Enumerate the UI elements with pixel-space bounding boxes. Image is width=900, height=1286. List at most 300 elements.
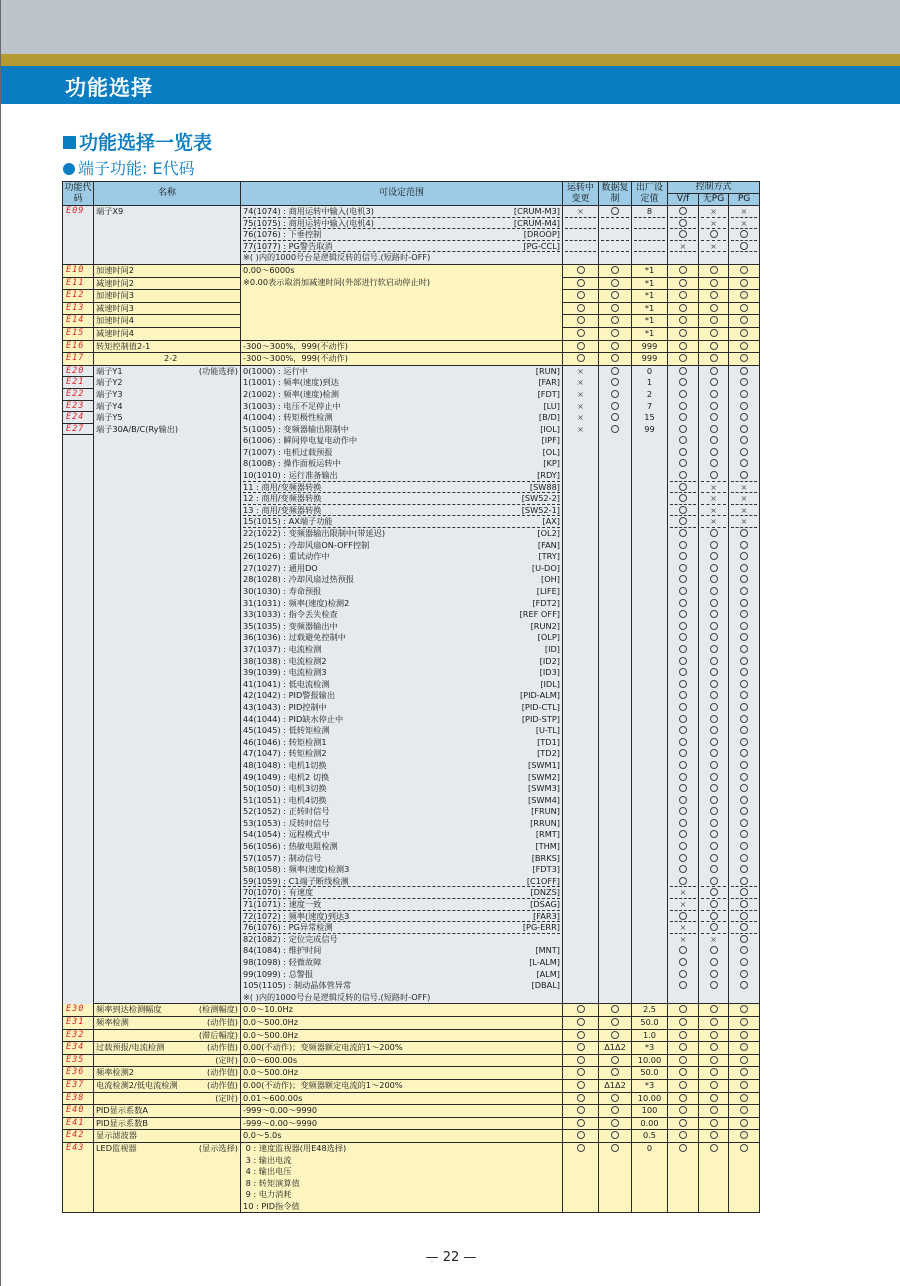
option-line: 9 : 电力消耗 — [243, 1189, 292, 1200]
table-cell — [668, 1130, 699, 1143]
circle-mark-icon — [710, 329, 718, 337]
cross-mark-icon: × — [577, 366, 584, 376]
circle-mark-icon — [710, 367, 718, 375]
cross-mark-icon: × — [740, 505, 748, 515]
factory-default: 2.5 — [632, 1004, 668, 1017]
table-cell — [599, 340, 632, 353]
circle-mark-icon — [740, 529, 748, 537]
option-line: 38(1038) : 电流检测2 [ID2] — [243, 655, 560, 666]
circle-mark-icon — [710, 703, 718, 711]
circle-mark-icon — [611, 316, 619, 324]
col-name: 名称 — [94, 182, 241, 206]
circle-mark-icon — [679, 316, 687, 324]
option-line: 31(1031) : 频率(速度)检测2 [FDT2] — [243, 597, 560, 608]
cross-mark-icon: × — [740, 218, 748, 228]
circle-mark-icon — [740, 541, 748, 549]
circle-mark-icon — [679, 279, 687, 287]
circle-mark-icon — [740, 726, 748, 734]
function-name: PID显示系数B — [94, 1117, 241, 1130]
cross-mark-icon: × — [710, 482, 717, 492]
circle-mark-icon — [740, 796, 748, 804]
section-subtitle: 端子功能: E代码 — [63, 156, 195, 179]
cross-mark-icon: × — [577, 424, 584, 434]
setting-range: 0.0～500.0Hz — [241, 1016, 563, 1029]
table-cell — [729, 1067, 760, 1080]
circle-mark-icon — [710, 726, 718, 734]
circle-mark-icon — [679, 517, 687, 525]
option-line: 99(1099) : 总警报 [ALM] — [243, 968, 560, 979]
table-cell — [699, 1117, 729, 1130]
circle-mark-icon — [710, 773, 718, 781]
function-name: 减速时间3 — [94, 302, 241, 315]
circle-mark-icon — [740, 842, 748, 850]
circle-mark-icon — [679, 552, 687, 560]
circle-mark-icon — [710, 668, 718, 676]
function-name: 减速时间4 — [94, 327, 241, 340]
function-name: 端子Y4 — [96, 400, 123, 411]
option-line: 2(1002) : 频率(速度)检测 [FDT] — [243, 388, 560, 399]
table-cell — [729, 1029, 760, 1042]
cross-mark-icon: × — [710, 494, 717, 504]
circle-mark-icon — [577, 1031, 585, 1039]
circle-mark-icon — [611, 1056, 619, 1064]
circle-mark-icon — [740, 888, 748, 896]
circle-mark-icon — [710, 354, 718, 362]
table-cell — [699, 353, 729, 366]
circle-mark-icon — [740, 304, 748, 312]
option-line: 25(1025) : 冷却风扇ON-OFF控制 [FAN] — [243, 539, 560, 550]
table-cell — [563, 1054, 599, 1067]
option-line: 0(1000) : 运行中 [RUN] — [243, 365, 560, 376]
circle-mark-icon — [611, 329, 619, 337]
table-cell — [729, 1105, 760, 1118]
option-line: 57(1057) : 制动信号 [BRKS] — [243, 852, 560, 863]
setting-range: 0.00～6000s ※0.00表示取消加减速时间(外部进行软启动停止时) — [241, 264, 563, 340]
circle-mark-icon — [740, 291, 748, 299]
circle-mark-icon — [679, 830, 687, 838]
circle-mark-icon — [679, 610, 687, 618]
circle-mark-icon — [679, 946, 687, 954]
no-pg-support — [699, 206, 729, 265]
circle-mark-icon — [679, 471, 687, 479]
circle-mark-icon — [679, 378, 687, 386]
data-copy: Δ1Δ2 — [599, 1042, 632, 1055]
circle-mark-icon — [679, 668, 687, 676]
circle-mark-icon — [740, 738, 748, 746]
function-code: E36 — [63, 1067, 94, 1080]
circle-mark-icon — [740, 1094, 748, 1102]
circle-mark-icon — [710, 784, 718, 792]
circle-mark-icon — [710, 448, 718, 456]
circle-mark-icon — [710, 715, 718, 723]
circle-mark-icon — [740, 342, 748, 350]
function-name: (定时) — [94, 1092, 241, 1105]
circle-mark-icon — [710, 1131, 718, 1139]
table-row — [63, 1029, 760, 1042]
circle-mark-icon — [679, 342, 687, 350]
table-cell — [729, 1130, 760, 1143]
circle-mark-icon — [740, 1144, 748, 1152]
setting-range — [241, 1142, 563, 1213]
circle-mark-icon — [577, 1056, 585, 1064]
circle-mark-icon — [611, 402, 619, 410]
circle-mark-icon — [679, 587, 687, 595]
circle-mark-icon — [740, 316, 748, 324]
circle-mark-icon — [740, 761, 748, 769]
circle-mark-icon — [740, 1031, 748, 1039]
table-cell — [699, 315, 729, 328]
function-code: E27 — [63, 424, 93, 436]
table-cell — [563, 1004, 599, 1017]
factory-default: 0 — [632, 1142, 668, 1213]
function-code: E42 — [63, 1130, 94, 1143]
factory-default: *1 — [632, 302, 668, 315]
circle-mark-icon — [740, 1081, 748, 1089]
function-name: 加速时间4 — [94, 315, 241, 328]
function-code: E38 — [63, 1092, 94, 1105]
function-name: 2-2 — [94, 353, 241, 366]
table-cell — [729, 353, 760, 366]
table-cell — [599, 315, 632, 328]
cross-mark-icon: × — [710, 218, 717, 228]
table-row — [63, 353, 760, 366]
option-line: 3 : 输出电流 — [243, 1154, 292, 1165]
table-cell — [668, 290, 699, 303]
cross-mark-icon: × — [679, 241, 687, 251]
setting-range: 0.00(不动作)；变频器额定电流的1～200% — [241, 1042, 563, 1055]
circle-mark-icon — [740, 946, 748, 954]
option-line: 76(1076) : 下垂控制 [DROOP] — [243, 229, 560, 240]
header-row — [63, 182, 760, 194]
table-cell — [699, 1042, 729, 1055]
circle-mark-icon — [710, 749, 718, 757]
option-line: 76(1076) : PG异常检测 [PG-ERR] — [243, 922, 560, 933]
circle-mark-icon — [679, 749, 687, 757]
option-line: 82(1082) : 定位完成信号 — [243, 933, 338, 944]
circle-mark-icon — [710, 471, 718, 479]
table-cell — [668, 302, 699, 315]
table-cell — [563, 1117, 599, 1130]
option-line: 43(1043) : PID控制中 [PID-CTL] — [243, 701, 560, 712]
table-cell — [699, 1142, 729, 1213]
table-row — [63, 340, 760, 353]
option-line: 53(1053) : 反转时信号 [RRUN] — [243, 817, 560, 828]
circle-mark-icon — [577, 329, 585, 337]
function-name: 过载预报/电流检测 (动作值) — [94, 1042, 241, 1055]
option-line: 54(1054) : 远程模式中 [RMT] — [243, 829, 560, 840]
circle-mark-icon — [740, 958, 748, 966]
circle-mark-icon — [710, 807, 718, 815]
col-vf: V/f — [668, 194, 699, 206]
table-cell — [699, 327, 729, 340]
circle-mark-icon — [710, 958, 718, 966]
note: ※( )内的1000号台是逻辑反转的信号.(短路时-OFF) — [243, 991, 431, 1002]
option-line: 37(1037) : 电流检测 [ID] — [243, 643, 560, 654]
circle-mark-icon — [611, 1031, 619, 1039]
circle-mark-icon — [740, 390, 748, 398]
cross-mark-icon: × — [577, 389, 584, 399]
circle-mark-icon — [679, 738, 687, 746]
circle-mark-icon — [679, 230, 687, 238]
circle-mark-icon — [740, 564, 748, 572]
circle-mark-icon — [710, 865, 718, 873]
page-number: — 22 — — [425, 1250, 477, 1265]
cross-mark-icon: × — [679, 934, 687, 944]
circle-mark-icon — [679, 622, 687, 630]
circle-mark-icon — [611, 304, 619, 312]
function-name: 端子Y2 — [96, 377, 123, 388]
table-row — [63, 264, 760, 277]
circle-mark-icon — [710, 1005, 718, 1013]
top-band — [1, 0, 900, 54]
circle-mark-icon — [679, 854, 687, 862]
setting-range: -999～0.00～9990 — [241, 1105, 563, 1118]
data-copy — [599, 1117, 632, 1130]
factory-default: 999 — [632, 340, 668, 353]
circle-mark-icon — [740, 279, 748, 287]
option-line: 70(1070) : 有速度 [DNZS] — [243, 887, 560, 898]
table-cell — [668, 1092, 699, 1105]
circle-mark-icon — [740, 266, 748, 274]
table-cell — [563, 1130, 599, 1143]
option-line: 46(1046) : 转矩检测1 [TD1] — [243, 736, 560, 747]
table-cell — [699, 1029, 729, 1042]
table-cell — [668, 340, 699, 353]
circle-mark-icon — [611, 291, 619, 299]
table-cell — [729, 340, 760, 353]
circle-mark-icon — [577, 266, 585, 274]
table-cell — [729, 1079, 760, 1092]
data-copy — [599, 1092, 632, 1105]
setting-range: 0.0～500.0Hz — [241, 1029, 563, 1042]
table-cell — [729, 1016, 760, 1029]
option-line: 48(1048) : 电机1切换 [SWM1] — [243, 759, 560, 770]
col-factory: 出厂设定值 — [632, 182, 668, 206]
cross-mark-icon: × — [577, 207, 584, 216]
option-line: 1(1001) : 频率(速度)到达 [FAR] — [243, 377, 560, 388]
circle-mark-icon — [679, 633, 687, 641]
col-no-pg: 无PG — [699, 194, 729, 206]
circle-mark-icon — [611, 1144, 619, 1152]
circle-mark-icon — [679, 796, 687, 804]
circle-mark-icon — [710, 304, 718, 312]
setting-range: 0.0～10.0Hz — [241, 1004, 563, 1017]
factory-default: 50.0 — [632, 1067, 668, 1080]
circle-mark-icon — [679, 1131, 687, 1139]
circle-mark-icon — [710, 691, 718, 699]
circle-mark-icon — [740, 981, 748, 989]
table-cell — [699, 340, 729, 353]
table-cell — [563, 327, 599, 340]
option-line: 12 : 商用/变频器转换 [SW52-2] — [243, 493, 560, 504]
cross-mark-icon: × — [740, 207, 748, 216]
option-line: 72(1072) : 频率(速度)到达3 [FAR3] — [243, 910, 560, 921]
data-copy — [599, 1016, 632, 1029]
circle-mark-icon — [710, 541, 718, 549]
table-row — [63, 1067, 760, 1080]
circle-mark-icon — [710, 761, 718, 769]
option-line: 13 : 商用/变频器转换 [SW52-1] — [243, 504, 560, 515]
circle-mark-icon — [740, 587, 748, 595]
circle-mark-icon — [710, 680, 718, 688]
circle-mark-icon — [710, 610, 718, 618]
factory-default: *1 — [632, 327, 668, 340]
circle-mark-icon — [710, 529, 718, 537]
setting-range: 0.0～500.0Hz — [241, 1067, 563, 1080]
option-line: 42(1042) : PID警报输出 [PID-ALM] — [243, 690, 560, 701]
table-cell — [599, 327, 632, 340]
circle-mark-icon — [740, 784, 748, 792]
factory-default: 0 1 2 7 15 99 — [632, 365, 668, 1004]
cross-mark-icon: × — [740, 494, 748, 504]
circle-mark-icon — [679, 981, 687, 989]
circle-mark-icon — [710, 888, 718, 896]
table-cell — [729, 1042, 760, 1055]
function-code: E10 — [63, 264, 94, 277]
function-code: E20 — [63, 366, 93, 378]
function-code: E14 — [63, 315, 94, 328]
factory-default: 10.00 — [632, 1054, 668, 1067]
table-cell — [563, 1105, 599, 1118]
circle-mark-icon — [740, 807, 748, 815]
function-code: E16 — [63, 340, 94, 353]
circle-mark-icon — [740, 830, 748, 838]
circle-mark-icon — [679, 657, 687, 665]
option-line: 22(1022) : 变频器输出限制中(带延迟) [OL2] — [243, 528, 560, 539]
circle-mark-icon — [577, 1068, 585, 1076]
circle-mark-icon — [740, 599, 748, 607]
circle-mark-icon — [679, 645, 687, 653]
cross-mark-icon: × — [679, 888, 687, 898]
circle-mark-icon — [710, 266, 718, 274]
circle-mark-icon — [710, 1068, 718, 1076]
circle-mark-icon — [710, 877, 718, 885]
table-row — [63, 206, 760, 265]
circle-mark-icon — [710, 912, 718, 920]
option-line: 33(1033) : 指令丢失检查 [REF OFF] — [243, 609, 560, 620]
section-title: 功能选择一览表 — [63, 128, 212, 155]
table-row — [63, 1016, 760, 1029]
circle-mark-icon — [679, 784, 687, 792]
function-name: 频率检测 (动作值) — [94, 1016, 241, 1029]
table-cell — [729, 264, 760, 277]
circle-mark-icon — [611, 1005, 619, 1013]
circle-mark-icon — [679, 1119, 687, 1127]
cross-mark-icon: × — [577, 413, 584, 423]
circle-mark-icon — [740, 668, 748, 676]
table-cell — [668, 353, 699, 366]
factory-default: 0.00 — [632, 1117, 668, 1130]
circle-mark-icon — [740, 854, 748, 862]
circle-mark-icon — [679, 703, 687, 711]
circle-mark-icon — [679, 459, 687, 467]
circle-mark-icon — [679, 436, 687, 444]
circle-mark-icon — [577, 316, 585, 324]
table-cell — [668, 1016, 699, 1029]
option-line: 0 : 速度监视器(用E48选择) — [243, 1142, 347, 1153]
circle-mark-icon — [710, 981, 718, 989]
table-row — [63, 1079, 760, 1092]
factory-default: 8 — [632, 206, 668, 265]
function-code: E35 — [63, 1054, 94, 1067]
table-cell — [729, 302, 760, 315]
circle-mark-icon — [710, 946, 718, 954]
circle-mark-icon — [679, 1043, 687, 1051]
table-cell — [668, 1054, 699, 1067]
function-name: 端子X9 — [94, 206, 241, 265]
option-line: 15(1015) : AX端子功能 [AX] — [243, 516, 560, 527]
circle-mark-icon — [611, 342, 619, 350]
function-name: 频率检测2 (动作值) — [94, 1067, 241, 1080]
table-cell — [599, 353, 632, 366]
factory-default: 50.0 — [632, 1016, 668, 1029]
factory-default: 10.00 — [632, 1092, 668, 1105]
gold-stripe — [1, 54, 900, 66]
page-title: 功能选择 — [65, 76, 153, 100]
circle-mark-icon — [740, 900, 748, 908]
circle-mark-icon — [611, 279, 619, 287]
table-cell — [699, 1054, 729, 1067]
table-cell — [668, 1079, 699, 1092]
table-cell — [668, 277, 699, 290]
table-cell — [563, 1016, 599, 1029]
circle-mark-icon — [611, 266, 619, 274]
table-cell — [668, 1105, 699, 1118]
data-copy — [599, 1105, 632, 1118]
function-code: E13 — [63, 302, 94, 315]
option-line: 45(1045) : 低转矩检测 [U-TL] — [243, 725, 560, 736]
cross-mark-icon: × — [577, 378, 584, 388]
function-name: 端子Y5 — [96, 412, 123, 423]
option-line: 74(1074) : 商用运转中输入(电机3) [CRUM-M3] — [243, 206, 560, 216]
table-cell — [699, 1079, 729, 1092]
setting-range: -300～300%，999(不动作) — [241, 340, 563, 353]
table-cell — [729, 315, 760, 328]
circle-mark-icon — [679, 329, 687, 337]
circle-mark-icon — [740, 715, 748, 723]
function-name: 电流检测2/低电流检测 (动作值) — [94, 1079, 241, 1092]
circle-mark-icon — [740, 1018, 748, 1026]
table-cell — [563, 353, 599, 366]
table-cell — [699, 290, 729, 303]
circle-mark-icon — [710, 402, 718, 410]
table-cell — [729, 1054, 760, 1067]
cross-mark-icon: × — [679, 900, 687, 910]
setting-range: 0.00(不动作)；变频器额定电流的1～200% — [241, 1079, 563, 1092]
function-codes — [63, 365, 94, 1004]
option-line: 36(1036) : 过载避免控制中 [OLP] — [243, 632, 560, 643]
table-cell — [668, 1067, 699, 1080]
circle-mark-icon — [740, 413, 748, 421]
circle-mark-icon — [740, 645, 748, 653]
data-copy — [599, 1130, 632, 1143]
circle-mark-icon — [710, 342, 718, 350]
circle-mark-icon — [740, 912, 748, 920]
table-cell — [729, 1092, 760, 1105]
option-line: 27(1027) : 通用DO [U-DO] — [243, 562, 560, 573]
circle-mark-icon — [679, 958, 687, 966]
circle-mark-icon — [740, 819, 748, 827]
note: ※( )内的1000号台是逻辑反转的信号.(短路时-OFF) — [243, 252, 431, 263]
run-change — [563, 365, 599, 1004]
table-row — [63, 1004, 760, 1017]
option-line: 52(1052) : 正转时信号 [FRUN] — [243, 806, 560, 817]
setting-range — [241, 365, 563, 1004]
function-code: E32 — [63, 1029, 94, 1042]
circle-mark-icon — [710, 599, 718, 607]
option-line: 47(1047) : 转矩检测2 [TD2] — [243, 748, 560, 759]
circle-mark-icon — [740, 1119, 748, 1127]
